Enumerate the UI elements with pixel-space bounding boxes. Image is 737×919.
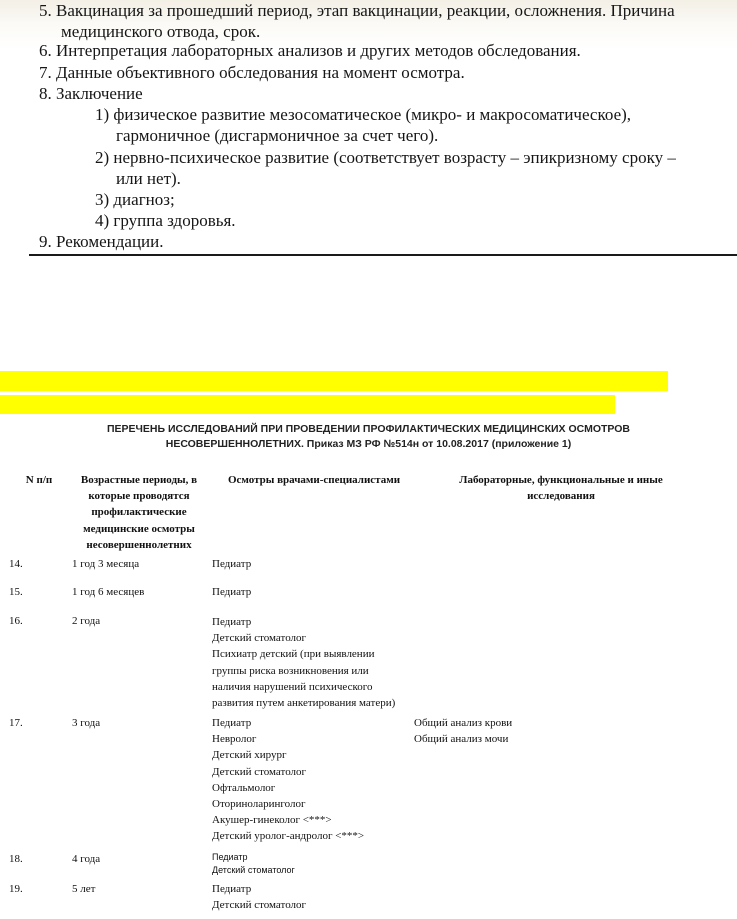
doctor-list: Педиатр Детский стоматолог (212, 852, 295, 875)
document-subtitle: НЕСОВЕРШЕННОЛЕТНИХ. Приказ МЗ РФ №514н от 10.08.2017 (приложение 1) (165, 438, 572, 450)
age-period: 3 года (72, 717, 101, 729)
outline-item-9: 9. Рекомендации. (39, 232, 164, 251)
document-title: ПЕРЕЧЕНЬ ИССЛЕДОВАНИЙ ПРИ ПРОВЕДЕНИИ ПРОФИЛАКТИЧЕСКИХ МЕДИЦИНСКИХ ОСМОТРОВ (106, 423, 631, 435)
age-period: 1 год 3 месяца (72, 558, 140, 570)
outline-subitem-2-cont: или нет). (116, 169, 181, 188)
doctor-list: Педиатр Невролог Детский хирург Детский стоматолог Офтальмолог Оториноларинголог Акушер-гинеколог <***> Детский уролог-андролог <***> (212, 717, 365, 843)
doctor-list: Педиатр Детский стоматолог (212, 883, 307, 912)
outline-subitem-1: 1) физическое развитие мезосоматическое (микро- и макросоматическое), (95, 105, 632, 124)
outline-subitem-3: 3) диагноз; (95, 190, 175, 209)
outline-subitem-4: 4) группа здоровья. (95, 211, 236, 230)
doctor-list: Педиатр Детский стоматолог Психиатр детский (при выявлении группы риска возникновения или наличия нарушений психического развития путем анкетирования матери) (212, 616, 396, 710)
row-number: 14. (9, 558, 23, 570)
row-number: 18. (9, 853, 23, 865)
age-period: 2 года (72, 615, 101, 627)
row-number: 16. (9, 615, 23, 627)
doctor-list: Педиатр (212, 586, 252, 598)
outline-item-6: 6. Интерпретация лабораторных анализов и других методов обследования. (39, 41, 581, 60)
outline-item-5-cont: медицинского отвода, срок. (61, 22, 261, 41)
column-header-age: Возрастные периоды, в которые проводятся профилактические медицинские осмотры несовершеннолетних (80, 474, 198, 551)
highlight-bar (0, 395, 615, 414)
column-header-number: N п/п (25, 474, 53, 486)
outline-item-5: 5. Вакцинация за прошедший период, этап вакцинации, реакции, осложнения. Причина (39, 1, 675, 20)
row-number: 15. (9, 586, 23, 598)
outline-item-7: 7. Данные объективного обследования на момент осмотра. (39, 63, 465, 82)
row-number: 19. (9, 883, 23, 895)
lab-list: Общий анализ крови Общий анализ мочи (414, 717, 513, 746)
outline-subitem-2: 2) нервно-психическое развитие (соответствует возрасту – эпикризному сроку – (95, 148, 676, 167)
age-period: 1 год 6 месяцев (72, 586, 145, 598)
highlight-bar (0, 371, 668, 391)
outline-item-8: 8. Заключение (39, 84, 143, 103)
row-number: 17. (9, 717, 23, 729)
age-period: 5 лет (72, 883, 96, 895)
doctor-list: Педиатр (212, 558, 252, 570)
column-header-labs: Лабораторные, функциональные и иные исследования (459, 474, 663, 503)
section-divider (29, 254, 737, 256)
age-period: 4 года (72, 853, 101, 865)
column-header-doctors: Осмотры врачами-специалистами (227, 474, 401, 486)
outline-subitem-1-cont: гармоничное (дисгармоничное за счет чего). (116, 126, 439, 145)
